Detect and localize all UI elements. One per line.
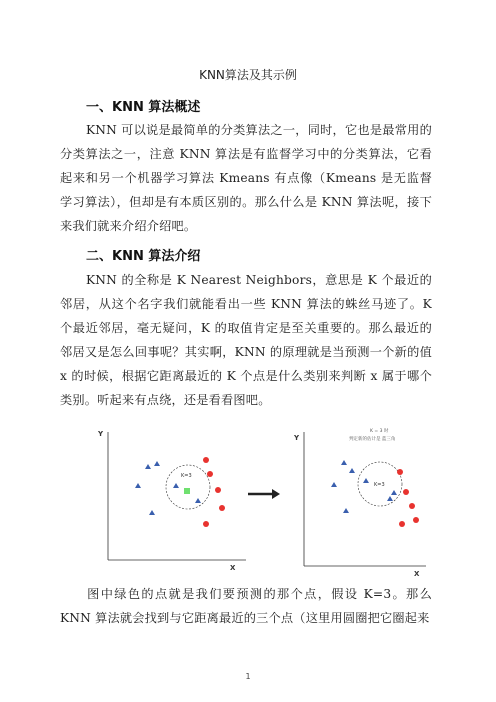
new-point-square <box>184 488 190 494</box>
left-y-label: Y <box>98 430 104 438</box>
right-y-label: Y <box>294 434 300 442</box>
doc-title: KNN算法及其示例 <box>199 68 297 82</box>
circle-point <box>215 487 221 493</box>
section2-paragraph <box>60 268 432 413</box>
page-number: 1 <box>245 672 251 681</box>
right-plot <box>293 427 426 578</box>
circle-point <box>207 471 213 477</box>
triangle-point <box>145 464 151 469</box>
right-k-label: K=3 <box>374 482 385 488</box>
paragraph3-text: 图中绿色的点就是我们要预测的那个点，假设 K=3。那么 KNN 算法就会找到与它距离最近的三个点（这里用圆圈把它圈起来 <box>60 587 432 626</box>
left-plot <box>97 430 246 572</box>
transition-arrow <box>248 489 280 499</box>
right-note-line2: 判定新的估计是 蓝三角 <box>349 437 396 442</box>
section1-text: KNN 可以说是最简单的分类算法之一，同时，它也是最常用的分类算法之一，注意 KNN 算法是有监督学习中的分类算法，它看起来和另一个机器学习算法 Kmeans 有点像（Kmeans 是无监督学习算法），但却是有本质区别的。那么什么是 KNN 算法呢，接下来我们就来介绍介绍吧。 <box>60 123 432 234</box>
paragraph3 <box>60 582 432 630</box>
section2-heading: 二、KNN 算法介绍 <box>86 249 201 264</box>
triangle-point <box>135 483 141 488</box>
right-x-label: X <box>414 570 420 578</box>
triangle-point <box>331 482 337 487</box>
section2-text: KNN 的全称是 K Nearest Neighbors，意思是 K 个最近的邻居，从这个名字我们就能看出一些 KNN 算法的蛛丝马迹了。K 个最近邻居，毫无疑问，K 的取值肯定是至关重要的。那么最近的邻居又是怎么回事呢？其实啊，KNN 的原理就是当预测一个新的值 x 的时候，根据它距离最近的 K 个点是什么类别来判断 x 属于哪个类别。听起来有点绕，还是看看图吧。 <box>60 273 432 408</box>
knn-figure <box>60 420 432 580</box>
triangle-point <box>391 490 397 495</box>
circle-point <box>403 489 409 495</box>
triangle-point <box>363 478 369 483</box>
circle-point <box>203 521 209 527</box>
triangle-point <box>387 496 393 501</box>
circle-point <box>397 469 403 475</box>
triangle-point <box>343 508 349 513</box>
circle-point <box>399 521 405 527</box>
triangle-point <box>349 468 355 473</box>
triangle-point <box>341 460 347 465</box>
triangle-point <box>154 461 160 466</box>
left-k-circle <box>166 465 210 509</box>
left-k-label: K=3 <box>181 473 192 479</box>
triangle-point <box>195 498 201 503</box>
left-x-label: X <box>230 564 236 572</box>
section1-paragraph <box>60 118 432 238</box>
circle-point <box>413 517 419 523</box>
circle-point <box>203 457 209 463</box>
right-note-line1: K = 3 时 <box>370 429 389 434</box>
circle-point <box>409 503 415 509</box>
section1-heading: 一、KNN 算法概述 <box>86 100 201 115</box>
circle-point <box>219 505 225 511</box>
triangle-point <box>173 483 179 488</box>
triangle-point <box>149 510 155 515</box>
